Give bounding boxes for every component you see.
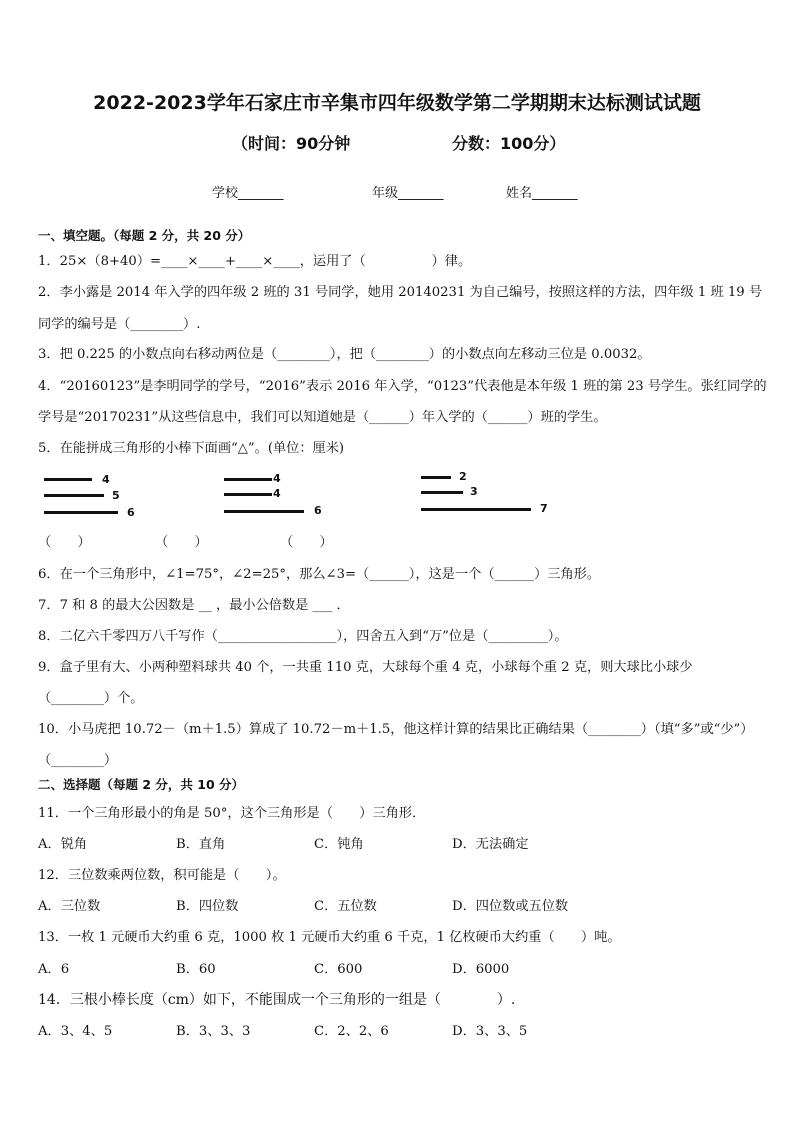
answer-blank: （ ）	[280, 535, 333, 550]
question-4-line-1: 4．“20160123”是李明同学的学号，“2016”表示 2016 年入学，“0123”代表他是本年级 1 班的第 23 号学生。张红同学的	[38, 379, 767, 394]
stick-label: 2	[459, 470, 467, 483]
question-12: 12．三位数乘两位数，积可能是（ ）。	[38, 868, 286, 883]
question-5: 5．在能拼成三角形的小棒下面画“△”。(单位：厘米)	[38, 441, 345, 456]
stick	[44, 478, 92, 481]
option-b: B．四位数	[176, 899, 239, 914]
question-7: 7．7 和 8 的最大公因数是 __ ，最小公倍数是 ___ ．	[38, 598, 350, 613]
stick	[44, 494, 104, 497]
question-9-line-1: 9．盒子里有大、小两种塑料球共 40 个，一共重 110 克，大球每个重 4 克，小球每个重 2 克，则大球比小球少	[38, 660, 693, 675]
stick-label: 5	[112, 489, 120, 502]
option-a: A．6	[38, 962, 70, 977]
exam-score: 分数：100分）	[452, 134, 566, 153]
stick	[44, 511, 118, 514]
stick-label: 6	[314, 504, 322, 517]
question-9-line-2: （________）个。	[38, 691, 144, 706]
question-10-line-2: （________）	[38, 753, 118, 768]
stick	[421, 491, 463, 494]
stick-label: 4	[273, 487, 281, 500]
option-d: D．3、3、5	[452, 1024, 528, 1039]
stick-label: 3	[470, 485, 478, 498]
question-8: 8．二亿六千零四万八千写作（__________________），四舍五入到“万”位是（_________）。	[38, 629, 568, 644]
option-d: D．6000	[452, 962, 510, 977]
answer-blank: （ ）	[155, 535, 208, 550]
option-b: B．直角	[176, 837, 226, 852]
question-4-line-2: 学号是“20170231”从这些信息中，我们可以知道她是（______）年入学的（______）班的学生。	[38, 410, 607, 425]
section-fill-blank-heading: 一、填空题。（每题 2 分，共 20 分）	[38, 228, 251, 243]
stick	[421, 508, 531, 511]
option-a: A．3、4、5	[38, 1024, 113, 1039]
grade-field: 年级_______	[372, 186, 444, 201]
question-1: 1．25×（8+40）=____×____+____×____，运用了（ ）律。	[38, 254, 472, 269]
stick-label: 7	[540, 502, 548, 515]
page-title: 2022-2023学年石家庄市辛集市四年级数学第二学期期末达标测试试题	[93, 92, 701, 114]
question-2-line-2: 同学的编号是（________）.	[38, 317, 201, 332]
stick	[224, 493, 272, 496]
stick-label: 6	[127, 506, 135, 519]
question-14: 14．三根小棒长度（cm）如下，不能围成一个三角形的一组是（ ）.	[38, 992, 516, 1008]
question-10-line-1: 10．小马虎把 10.72－（m＋1.5）算成了 10.72－m＋1.5，他这样计算的结果比正确结果（________）（填“多”或“少”）	[38, 722, 754, 737]
option-a: A．锐角	[38, 837, 88, 852]
stick-label: 4	[102, 473, 110, 486]
question-6: 6．在一个三角形中，∠1=75°，∠2=25°，那么∠3=（______），这是一个（______）三角形。	[38, 567, 601, 582]
school-field: 学校_______	[212, 186, 284, 201]
option-c: C．五位数	[314, 899, 377, 914]
question-2-line-1: 2．李小露是 2014 年入学的四年级 2 班的 31 号同学，她用 20140231 为自己编号，按照这样的方法，四年级 1 班 19 号	[38, 285, 763, 300]
option-c: C．2、2、6	[314, 1024, 389, 1039]
stick	[224, 478, 272, 481]
option-c: C．钝角	[314, 837, 364, 852]
exam-time: （时间：90分钟	[232, 134, 351, 153]
section-choice-heading: 二、选择题（每题 2 分，共 10 分）	[38, 777, 245, 792]
question-11: 11．一个三角形最小的角是 50°，这个三角形是（ ）三角形．	[38, 806, 426, 821]
stick-label: 4	[273, 472, 281, 485]
question-13: 13．一枚 1 元硬币大约重 6 克，1000 枚 1 元硬币大约重 6 千克，1 亿枚硬币大约重（ ）吨。	[38, 930, 621, 945]
stick	[421, 476, 451, 479]
option-a: A．三位数	[38, 899, 101, 914]
answer-blank: （ ）	[38, 535, 91, 550]
option-d: D．四位数或五位数	[452, 899, 569, 914]
stick	[224, 510, 304, 513]
name-field: 姓名_______	[506, 186, 578, 201]
option-d: D．无法确定	[452, 837, 529, 852]
option-b: B．3、3、3	[176, 1024, 251, 1039]
option-b: B．60	[176, 962, 216, 977]
question-3: 3．把 0.225 的小数点向右移动两位是（________），把（________）的小数点向左移动三位是 0.0032。	[38, 347, 651, 362]
option-c: C．600	[314, 962, 363, 977]
